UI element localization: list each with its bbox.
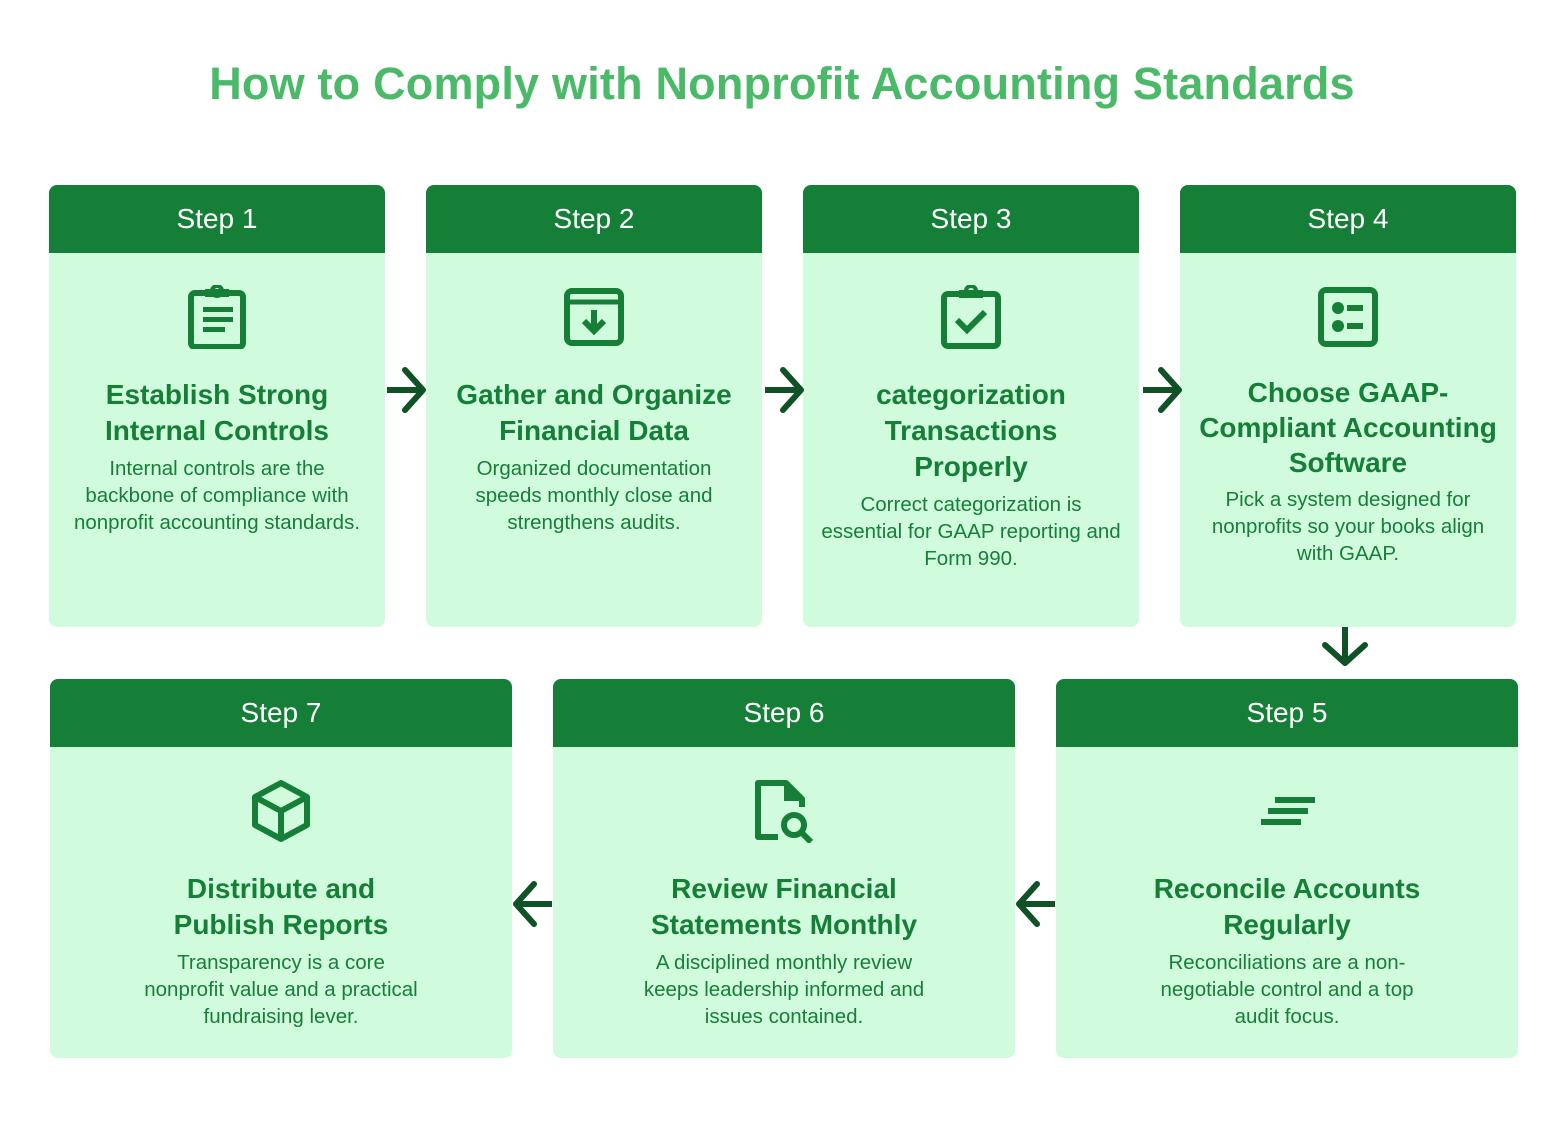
step-4-title: Choose GAAP-Compliant Accounting Software [1199,377,1497,478]
step-6-card [553,679,1015,1058]
step-2-card [426,185,762,627]
arrow-right-icon [763,365,805,415]
clipboard-list-icon [49,281,385,353]
step-1-description: Internal controls are the backbone of compliance with nonprofit accounting standards. [73,457,361,534]
arrow-right-icon [1141,365,1183,415]
step-3-label: Step 3 [803,185,1139,253]
arrow-left-icon [512,879,554,929]
page-title: How to Comply with Nonprofit Accounting Standards [209,58,1355,109]
step-2-label: Step 2 [426,185,762,253]
arrow-left-icon [1015,879,1057,929]
step-3-description: Correct categorization is essential for GAAP reporting and Form 990. [821,493,1121,570]
step-1-label: Step 1 [49,185,385,253]
step-4-description: Pick a system designed for nonprofits so your books align with GAAP. [1211,488,1485,565]
document-search-icon [553,775,1015,847]
step-7-description: Transparency is a core nonprofit value and a practical fundraising lever. [144,951,418,1028]
list-box-icon [1180,281,1516,353]
step-5-description: Reconciliations are a non-negotiable control and a top audit focus. [1160,951,1414,1028]
arrow-down-icon [1320,627,1370,669]
step-5-card [1056,679,1518,1058]
step-2-title: Gather and Organize Financial Data [456,379,732,446]
step-3-card [803,185,1139,627]
arrow-right-icon [385,365,427,415]
cube-icon [50,775,512,847]
step-6-label: Step 6 [553,679,1015,747]
clipboard-check-icon [803,281,1139,353]
step-7-title: Distribute and Publish Reports [173,873,389,940]
step-3-title: categorization Transactions Properly [876,379,1066,482]
archive-download-icon [426,281,762,353]
step-7-label: Step 7 [50,679,512,747]
step-2-description: Organized documentation speeds monthly close and strengthens audits. [475,457,713,534]
step-7-card [50,679,512,1058]
step-1-card [49,185,385,627]
step-4-card [1180,185,1516,627]
step-6-description: A disciplined monthly review keeps leadership informed and issues contained. [643,951,925,1028]
step-1-title: Establish Strong Internal Controls [104,379,329,446]
step-5-title: Reconcile Accounts Regularly [1153,873,1421,940]
step-5-label: Step 5 [1056,679,1518,747]
lines-icon [1056,775,1518,847]
step-6-title: Review Financial Statements Monthly [650,873,918,940]
step-4-label: Step 4 [1180,185,1516,253]
